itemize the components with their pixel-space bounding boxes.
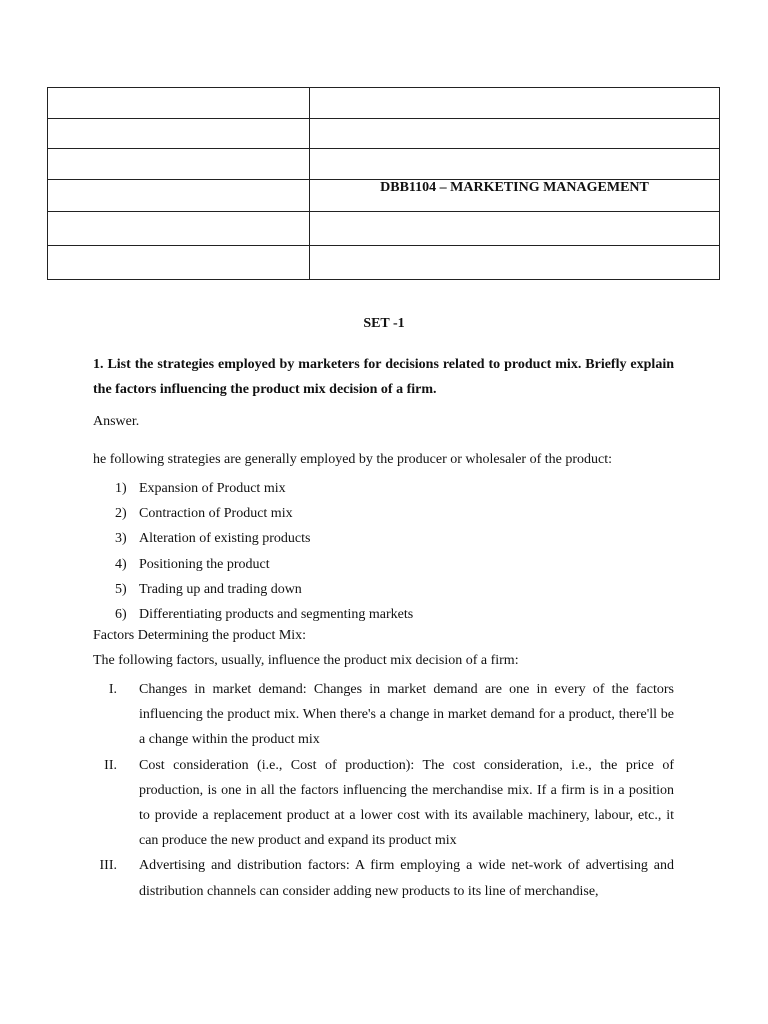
- answer-label: Answer.: [93, 414, 140, 429]
- factors-intro: The following factors, usually, influence the product mix decision of a firm:: [93, 653, 519, 668]
- list-text: Contraction of Product mix: [139, 506, 293, 522]
- table-cell: [48, 149, 310, 180]
- list-number: 2): [115, 506, 127, 522]
- table-row: [48, 149, 720, 180]
- table-cell: [48, 246, 310, 280]
- table-row: [48, 246, 720, 280]
- table-row: [48, 212, 720, 246]
- factors-list: [93, 677, 674, 904]
- list-item: [93, 577, 674, 602]
- roman-numeral: II.: [104, 757, 117, 773]
- question-text: 1. List the strategies employed by marketers for decisions related to product mix. Briefly explain the factors influencing the product mix decision of a firm.: [93, 357, 674, 397]
- strategies-intro: he following strategies are generally employed by the producer or wholesaler of the product:: [93, 452, 612, 467]
- table-row: [48, 180, 720, 212]
- table-cell: [310, 149, 720, 180]
- table-cell: [48, 212, 310, 246]
- list-item: [93, 526, 674, 551]
- course-title: DBB1104 – MARKETING MANAGEMENT: [380, 180, 649, 195]
- set-title: SET -1: [363, 316, 405, 331]
- list-item: [93, 677, 674, 753]
- factor-text: Advertising and distribution factors: A firm employing a wide net-work of advertising and distribution channels can consider adding new products to its line of merchandise,: [139, 858, 674, 899]
- list-item: [93, 853, 674, 903]
- list-text: Expansion of Product mix: [139, 481, 286, 496]
- table-cell: [48, 88, 310, 119]
- table-cell: [310, 212, 720, 246]
- table-row: [48, 88, 720, 119]
- list-text: Differentiating products and segmenting markets: [139, 606, 414, 622]
- list-number: 3): [115, 531, 127, 547]
- course-cell: [310, 180, 720, 212]
- list-number: 5): [115, 581, 127, 597]
- strategies-list: [93, 476, 674, 627]
- list-item: [93, 602, 674, 627]
- list-number: 1): [115, 481, 127, 496]
- list-item: [93, 501, 674, 526]
- factor-text: Changes in market demand: Changes in market demand are one in every of the factors influencing the product mix. When there's a change in market demand for a product, there'll be a change within the product mix: [139, 682, 674, 748]
- table-cell: [48, 119, 310, 149]
- list-number: 4): [115, 556, 127, 572]
- table-cell: [310, 88, 720, 119]
- roman-numeral: III.: [99, 858, 117, 874]
- table-cell: [48, 180, 310, 212]
- list-item: [93, 552, 674, 577]
- list-item: [93, 753, 674, 854]
- list-number: 6): [115, 606, 127, 622]
- factors-heading: Factors Determining the product Mix:: [93, 628, 307, 643]
- list-text: Trading up and trading down: [139, 581, 302, 597]
- table-row: [48, 119, 720, 149]
- table-cell: [310, 119, 720, 149]
- factor-text: Cost consideration (i.e., Cost of production): The cost consideration, i.e., the price of production, is one in all the factors influencing the merchandise mix. If a firm is in a position to provide a replacement product at a lower cost with its available machinery, labour, etc., it can produce the new product and expand its product mix: [139, 757, 674, 849]
- list-item: [93, 476, 674, 501]
- list-text: Alteration of existing products: [139, 531, 311, 547]
- table-cell: [310, 246, 720, 280]
- roman-numeral: I.: [108, 682, 117, 697]
- list-text: Positioning the product: [139, 556, 270, 572]
- student-info-table: [47, 87, 720, 280]
